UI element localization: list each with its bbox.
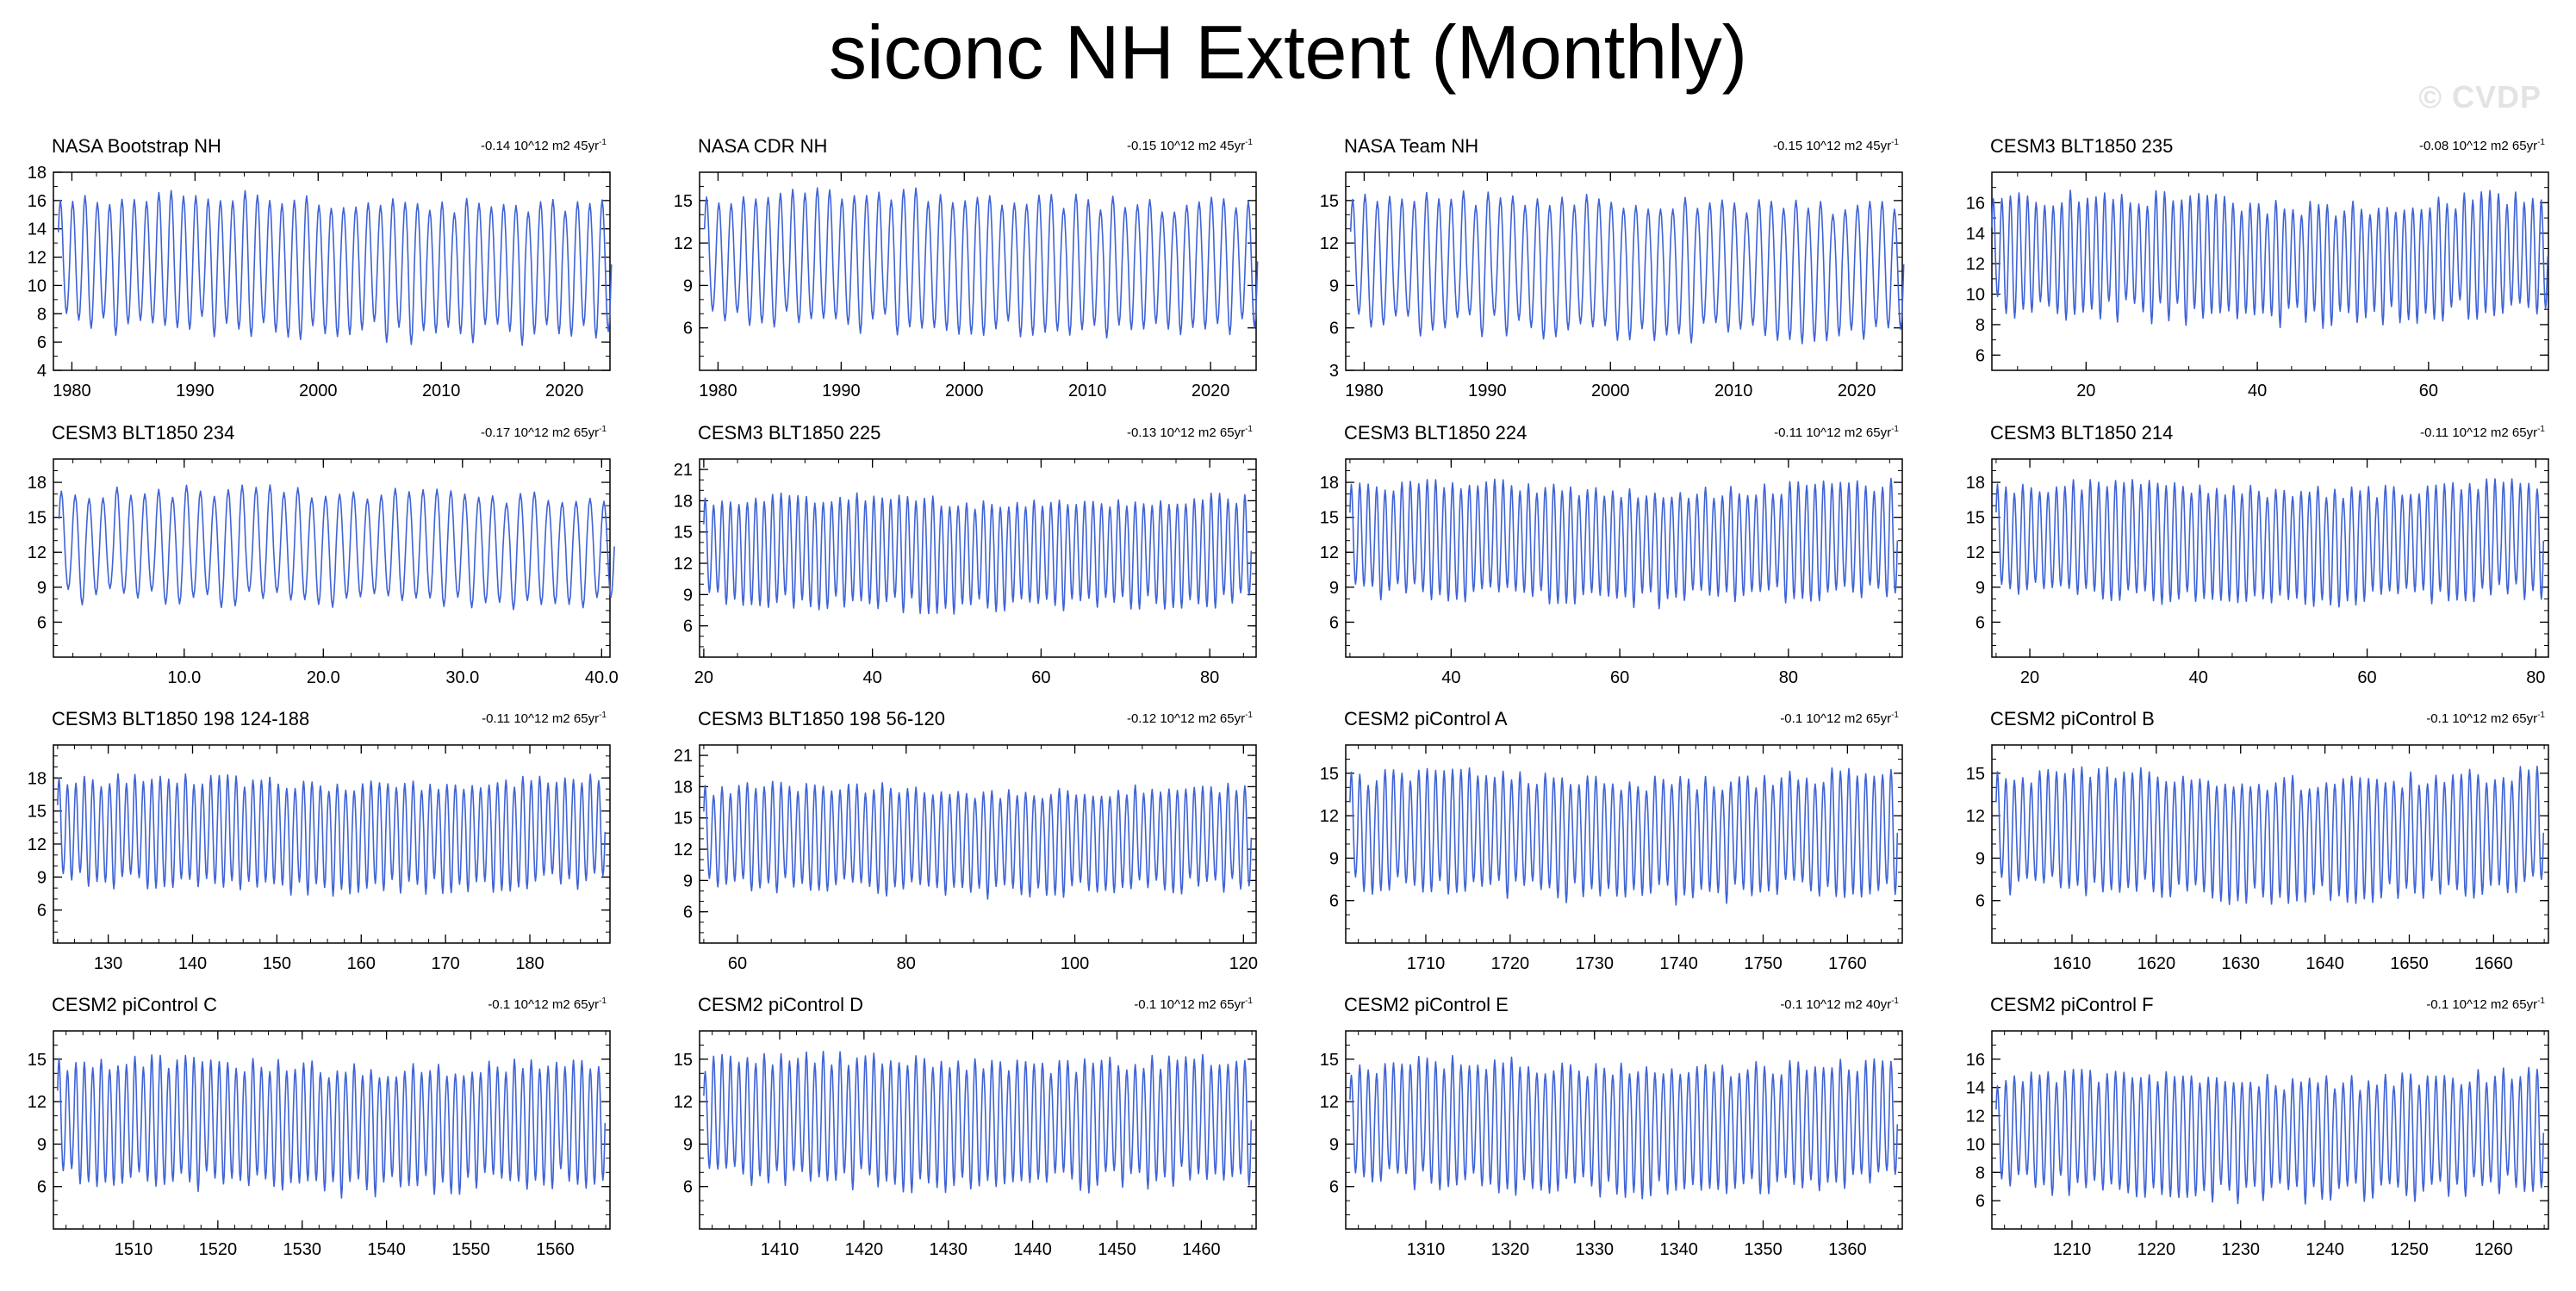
y-tick-label: 14 — [1965, 224, 1985, 244]
trend-text: -0.1 10^12 m2 65yr — [488, 997, 600, 1012]
x-tick-label: 1210 — [2052, 1240, 2092, 1259]
y-tick-label: 18 — [673, 778, 693, 798]
x-tick-label: 40 — [2247, 382, 2268, 400]
cvdp-watermark: © CVDP — [2418, 79, 2542, 115]
series-line — [1996, 1068, 2543, 1204]
y-tick-label: 15 — [673, 191, 693, 211]
y-tick-label: 15 — [27, 1050, 47, 1070]
x-tick-label: 1230 — [2221, 1240, 2260, 1259]
y-tick-label: 12 — [1319, 807, 1339, 827]
y-tick-label: 12 — [1965, 807, 1985, 827]
y-tick-label: 12 — [27, 248, 47, 268]
series-line — [705, 188, 1258, 338]
x-tick-label: 80 — [2526, 668, 2546, 687]
y-tick-label: 15 — [27, 802, 47, 822]
series-line — [1996, 767, 2543, 904]
panel-title: CESM3 BLT1850 234 — [52, 422, 235, 444]
x-tick-label: 2020 — [544, 382, 584, 400]
series-line — [1350, 1056, 1897, 1199]
x-tick-label: 60 — [1031, 668, 1051, 687]
y-tick-label: 9 — [1328, 849, 1339, 869]
trend-label — [482, 711, 607, 726]
y-tick-label: 12 — [1319, 543, 1339, 563]
x-tick-label: 1710 — [1406, 954, 1446, 973]
panel-plot — [1294, 172, 1911, 413]
x-tick-label: 2000 — [299, 382, 338, 400]
y-tick-label: 8 — [1975, 1164, 1985, 1183]
panel-title: CESM2 piControl E — [1344, 994, 1509, 1015]
x-tick-label: 1980 — [1345, 382, 1384, 400]
x-tick-label: 1530 — [283, 1240, 321, 1259]
x-tick-label: 60 — [727, 954, 748, 973]
x-tick-label: 1260 — [2474, 1240, 2513, 1259]
panel-plot — [648, 459, 1265, 700]
y-tick-label: 12 — [1965, 1107, 1985, 1127]
y-tick-label: 6 — [1328, 891, 1339, 911]
y-tick-label: 15 — [673, 809, 693, 829]
trend-text: -0.1 10^12 m2 65yr — [2426, 997, 2538, 1012]
trend-exponent: -1 — [1891, 138, 1899, 147]
panel-title: CESM3 BLT1850 224 — [1344, 422, 1528, 444]
series-line — [59, 190, 612, 345]
trend-label — [481, 138, 607, 153]
panel-title: CESM2 piControl C — [52, 994, 217, 1015]
x-tick-label: 1750 — [1744, 954, 1783, 973]
panel-plot — [648, 172, 1265, 413]
trend-label — [481, 425, 607, 440]
trend-text: -0.11 10^12 m2 65yr — [1774, 425, 1892, 440]
y-tick-label: 15 — [1319, 764, 1339, 784]
x-tick-label: 1350 — [1744, 1240, 1783, 1259]
trend-text: -0.14 10^12 m2 45yr — [480, 139, 600, 153]
y-tick-label: 9 — [682, 1135, 693, 1155]
panel-plot — [648, 745, 1265, 986]
y-tick-label: 16 — [27, 191, 47, 211]
trend-exponent: -1 — [599, 138, 607, 147]
y-tick-label: 18 — [27, 164, 47, 183]
trend-exponent: -1 — [1245, 138, 1253, 147]
x-tick-label: 180 — [515, 954, 544, 973]
y-tick-label: 6 — [36, 333, 47, 353]
trend-exponent: -1 — [1245, 425, 1253, 434]
panel-plot — [2, 459, 619, 700]
x-tick-label: 60 — [2357, 668, 2377, 687]
panel-plot — [1294, 745, 1911, 986]
trend-text: -0.1 10^12 m2 65yr — [1780, 711, 1892, 726]
trend-exponent: -1 — [1245, 996, 1253, 1006]
panel-plot — [1940, 172, 2557, 413]
x-tick-label: 100 — [1060, 954, 1090, 973]
x-tick-label: 1620 — [2137, 954, 2176, 973]
trend-text: -0.11 10^12 m2 65yr — [2420, 425, 2538, 440]
y-tick-label: 6 — [682, 903, 693, 922]
y-tick-label: 6 — [682, 319, 693, 338]
y-tick-label: 9 — [36, 578, 47, 598]
trend-text: -0.15 10^12 m2 45yr — [1772, 139, 1892, 153]
panel-title: CESM3 BLT1850 214 — [1990, 422, 2174, 444]
y-tick-label: 15 — [27, 508, 47, 528]
x-tick-label: 1430 — [929, 1240, 968, 1259]
x-tick-label: 2020 — [1191, 382, 1230, 400]
y-tick-label: 8 — [1975, 315, 1985, 335]
panel-title: CESM2 piControl F — [1990, 994, 2154, 1015]
x-tick-label: 140 — [177, 954, 208, 973]
x-tick-label: 1990 — [1468, 382, 1507, 400]
x-tick-label: 1730 — [1575, 954, 1614, 973]
y-tick-label: 12 — [27, 543, 47, 563]
x-tick-label: 1610 — [2052, 954, 2092, 973]
x-tick-label: 1650 — [2390, 954, 2429, 973]
panel-title: CESM3 BLT1850 225 — [698, 422, 881, 444]
y-tick-label: 6 — [682, 1177, 693, 1197]
x-tick-label: 2000 — [1591, 382, 1630, 400]
trend-exponent: -1 — [2537, 711, 2545, 720]
panel-plot — [1940, 745, 2557, 986]
x-tick-label: 2010 — [1067, 382, 1107, 400]
series-line — [704, 1052, 1251, 1193]
trend-label — [2419, 138, 2545, 153]
panel-title: NASA CDR NH — [698, 135, 828, 157]
series-line — [704, 781, 1251, 899]
y-tick-label: 12 — [673, 555, 693, 574]
y-tick-label: 9 — [1975, 578, 1985, 598]
trend-text: -0.12 10^12 m2 65yr — [1126, 711, 1246, 726]
y-tick-label: 6 — [1975, 891, 1985, 911]
y-tick-label: 6 — [36, 613, 47, 633]
series-line — [58, 774, 605, 897]
panel-title: CESM3 BLT1850 235 — [1990, 135, 2174, 157]
x-tick-label: 1510 — [114, 1240, 153, 1259]
trend-label — [1780, 996, 1899, 1012]
y-tick-label: 12 — [1965, 255, 1985, 275]
x-tick-label: 1630 — [2221, 954, 2260, 973]
series-line — [1350, 479, 1897, 609]
x-tick-label: 20 — [2076, 382, 2096, 400]
trend-exponent: -1 — [1891, 711, 1899, 720]
x-tick-label: 60 — [1609, 668, 1630, 687]
panel-plot — [1294, 1031, 1911, 1272]
x-tick-label: 2010 — [1714, 382, 1753, 400]
panel-plot — [1940, 1031, 2557, 1272]
panel-plot — [1940, 459, 2557, 700]
x-tick-label: 1410 — [760, 1240, 800, 1259]
x-tick-label: 1990 — [822, 382, 861, 400]
panel-title: CESM2 piControl A — [1344, 708, 1508, 729]
series-line — [1996, 479, 2543, 607]
trend-exponent: -1 — [2537, 138, 2545, 147]
y-tick-label: 21 — [673, 747, 693, 767]
y-tick-label: 18 — [27, 769, 47, 789]
y-tick-label: 18 — [1965, 474, 1985, 493]
trend-text: -0.1 10^12 m2 40yr — [1780, 997, 1892, 1012]
y-tick-label: 12 — [27, 1093, 47, 1113]
y-tick-label: 6 — [1328, 613, 1339, 633]
x-tick-label: 1360 — [1828, 1240, 1867, 1259]
y-tick-label: 18 — [673, 492, 693, 512]
x-tick-label: 20 — [694, 668, 714, 687]
trend-label — [488, 996, 607, 1012]
x-tick-label: 1760 — [1828, 954, 1867, 973]
y-tick-label: 10 — [1965, 1135, 1985, 1155]
y-tick-label: 10 — [27, 276, 47, 296]
plot-frame — [53, 459, 610, 657]
panel-title: CESM3 BLT1850 198 124-188 — [52, 708, 310, 729]
y-tick-label: 6 — [1975, 1192, 1985, 1212]
x-tick-label: 130 — [93, 954, 123, 973]
y-tick-label: 9 — [1328, 276, 1339, 296]
x-tick-label: 1320 — [1490, 1240, 1530, 1259]
x-tick-label: 1250 — [2390, 1240, 2429, 1259]
x-tick-label: 40 — [1441, 668, 1461, 687]
x-tick-label: 60 — [2418, 382, 2438, 400]
y-tick-label: 9 — [1328, 578, 1339, 598]
x-tick-label: 1980 — [53, 382, 91, 400]
y-tick-label: 9 — [682, 872, 693, 891]
x-tick-label: 160 — [346, 954, 376, 973]
trend-text: -0.08 10^12 m2 65yr — [2418, 139, 2538, 153]
y-tick-label: 6 — [1975, 613, 1985, 633]
panel-plot — [2, 1031, 619, 1272]
y-tick-label: 15 — [1319, 508, 1339, 528]
y-tick-label: 12 — [673, 234, 693, 254]
x-tick-label: 30.0 — [445, 668, 480, 687]
x-tick-label: 10.0 — [167, 668, 202, 687]
x-tick-label: 80 — [1200, 668, 1220, 687]
x-tick-label: 1980 — [699, 382, 737, 400]
x-tick-label: 80 — [1778, 668, 1798, 687]
x-tick-label: 1240 — [2305, 1240, 2344, 1259]
trend-text: -0.13 10^12 m2 65yr — [1126, 425, 1246, 440]
series-line — [1350, 768, 1897, 905]
y-tick-label: 14 — [27, 220, 47, 239]
y-tick-label: 16 — [1965, 194, 1985, 214]
y-tick-label: 9 — [682, 276, 693, 296]
y-tick-label: 6 — [36, 901, 47, 921]
y-tick-label: 15 — [1965, 764, 1985, 784]
trend-text: -0.1 10^12 m2 65yr — [1134, 997, 1246, 1012]
y-tick-label: 9 — [1975, 849, 1985, 869]
trend-exponent: -1 — [2537, 425, 2545, 434]
series-line — [58, 1055, 605, 1198]
trend-label — [1773, 138, 1899, 153]
x-tick-label: 1460 — [1182, 1240, 1221, 1259]
x-tick-label: 1420 — [844, 1240, 884, 1259]
x-tick-label: 2020 — [1837, 382, 1876, 400]
trend-exponent: -1 — [1891, 996, 1899, 1006]
x-tick-label: 1740 — [1659, 954, 1698, 973]
plot-frame — [53, 172, 610, 370]
x-tick-label: 1220 — [2137, 1240, 2176, 1259]
series-line — [704, 493, 1251, 614]
trend-text: -0.1 10^12 m2 65yr — [2426, 711, 2538, 726]
y-tick-label: 16 — [1965, 1050, 1985, 1070]
x-tick-label: 1720 — [1490, 954, 1530, 973]
x-tick-label: 1310 — [1406, 1240, 1446, 1259]
page-title: siconc NH Extent (Monthly) — [828, 9, 1748, 95]
trend-label — [1774, 425, 1899, 440]
trend-label — [1127, 138, 1253, 153]
panel-title: CESM2 piControl B — [1990, 708, 2155, 729]
y-tick-label: 8 — [36, 305, 47, 325]
trend-exponent: -1 — [599, 425, 607, 434]
trend-exponent: -1 — [2537, 996, 2545, 1006]
x-tick-label: 1520 — [198, 1240, 238, 1259]
x-tick-label: 1640 — [2305, 954, 2344, 973]
series-line — [1351, 191, 1904, 344]
y-tick-label: 12 — [27, 835, 47, 854]
trend-label — [2426, 996, 2545, 1012]
y-tick-label: 9 — [36, 1135, 47, 1155]
y-tick-label: 6 — [682, 617, 693, 636]
y-tick-label: 6 — [1328, 1177, 1339, 1197]
x-tick-label: 1660 — [2474, 954, 2513, 973]
trend-label — [1127, 711, 1253, 726]
trend-exponent: -1 — [599, 996, 607, 1006]
x-tick-label: 170 — [431, 954, 460, 973]
y-tick-label: 15 — [673, 1050, 693, 1070]
trend-label — [2426, 711, 2545, 726]
y-tick-label: 9 — [1328, 1135, 1339, 1155]
x-tick-label: 1450 — [1098, 1240, 1136, 1259]
panel-plot — [2, 745, 619, 986]
y-tick-label: 14 — [1965, 1078, 1985, 1098]
x-tick-label: 20 — [2019, 668, 2040, 687]
y-tick-label: 6 — [36, 1177, 47, 1197]
trend-label — [1134, 996, 1253, 1012]
y-tick-label: 9 — [36, 868, 47, 888]
y-tick-label: 10 — [1965, 285, 1985, 305]
y-tick-label: 15 — [1965, 508, 1985, 528]
y-tick-label: 15 — [1319, 1050, 1339, 1070]
y-tick-label: 3 — [1328, 362, 1339, 381]
panel-title: NASA Bootstrap NH — [52, 135, 221, 157]
y-tick-label: 18 — [1319, 474, 1339, 493]
y-tick-label: 12 — [1319, 234, 1339, 254]
series-line — [1992, 190, 2548, 328]
trend-text: -0.17 10^12 m2 65yr — [480, 425, 600, 440]
y-tick-label: 12 — [673, 1093, 693, 1113]
x-tick-label: 1990 — [176, 382, 215, 400]
panel-title: NASA Team NH — [1344, 135, 1479, 157]
y-tick-label: 12 — [1965, 543, 1985, 563]
trend-text: -0.15 10^12 m2 45yr — [1126, 139, 1246, 153]
x-tick-label: 2000 — [945, 382, 984, 400]
y-tick-label: 6 — [1328, 319, 1339, 338]
x-tick-label: 120 — [1229, 954, 1259, 973]
panel-plot — [648, 1031, 1265, 1272]
trend-label — [2420, 425, 2545, 440]
x-tick-label: 1560 — [536, 1240, 575, 1259]
y-tick-label: 12 — [1319, 1093, 1339, 1113]
trend-label — [1127, 425, 1253, 440]
panel-title: CESM2 piControl D — [698, 994, 863, 1015]
panel-plot — [1294, 459, 1911, 700]
series-line — [59, 485, 615, 610]
y-tick-label: 15 — [673, 523, 693, 543]
y-tick-label: 12 — [673, 841, 693, 860]
x-tick-label: 40 — [862, 668, 882, 687]
x-tick-label: 1440 — [1013, 1240, 1052, 1259]
x-tick-label: 1330 — [1575, 1240, 1614, 1259]
y-tick-label: 21 — [673, 461, 693, 481]
trend-exponent: -1 — [1245, 711, 1253, 720]
panel-title: CESM3 BLT1850 198 56-120 — [698, 708, 945, 729]
y-tick-label: 4 — [36, 362, 47, 381]
y-tick-label: 15 — [1319, 191, 1339, 211]
trend-exponent: -1 — [1891, 425, 1899, 434]
x-tick-label: 80 — [896, 954, 916, 973]
y-tick-label: 6 — [1975, 346, 1985, 366]
trend-text: -0.11 10^12 m2 65yr — [482, 711, 600, 726]
trend-exponent: -1 — [599, 711, 607, 720]
x-tick-label: 40 — [2188, 668, 2208, 687]
x-tick-label: 1550 — [451, 1240, 490, 1259]
panel-plot — [2, 164, 619, 413]
x-tick-label: 20.0 — [306, 668, 340, 687]
y-tick-label: 9 — [682, 586, 693, 605]
x-tick-label: 40.0 — [584, 668, 619, 687]
x-tick-label: 150 — [262, 954, 292, 973]
x-tick-label: 2010 — [421, 382, 461, 400]
x-tick-label: 1540 — [367, 1240, 406, 1259]
trend-label — [1780, 711, 1899, 726]
y-tick-label: 18 — [27, 474, 47, 493]
x-tick-label: 1340 — [1659, 1240, 1698, 1259]
